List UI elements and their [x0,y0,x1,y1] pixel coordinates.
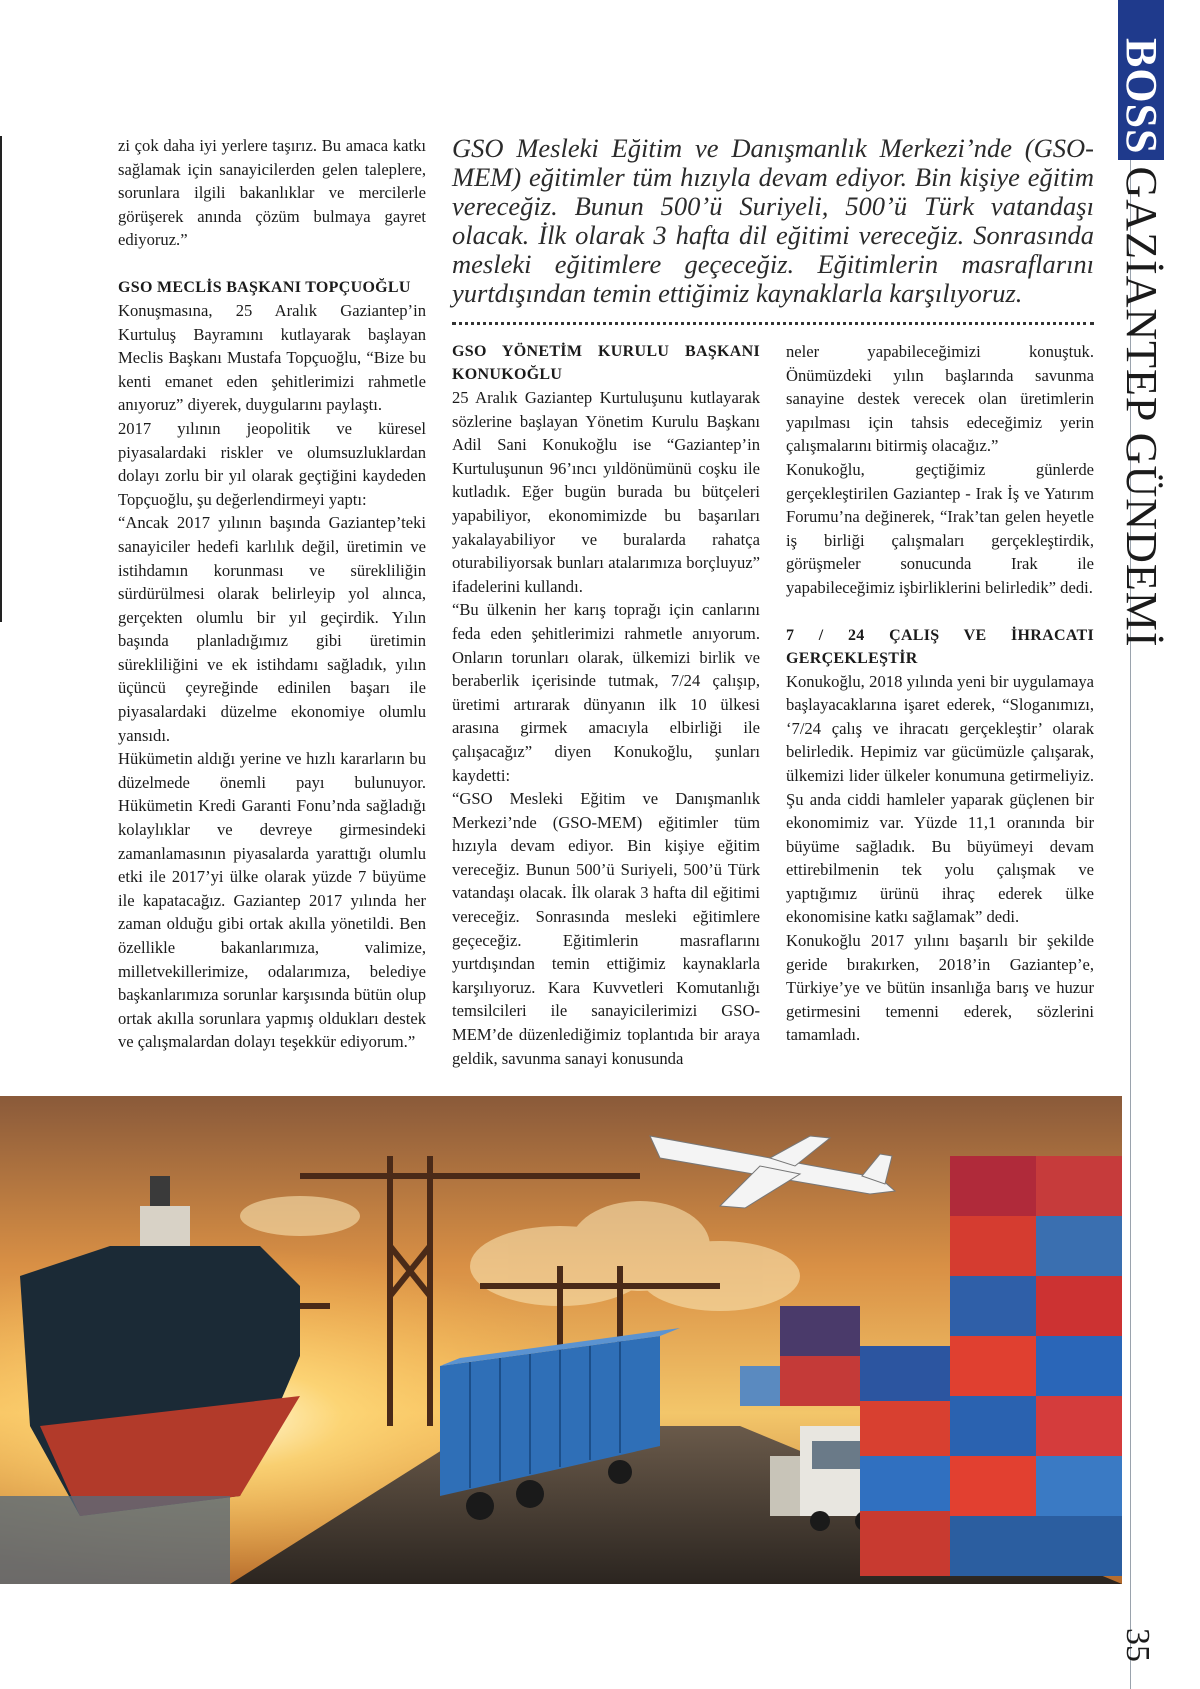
paragraph: “GSO Mesleki Eğitim ve Danışmanlık Merkezi’nde (GSO-MEM) eğitimler tüm hızıyla devam ediyor. Bin kişiye eğitim vereceğiz. Bunun 500’ü Suriyeli, 500’ü Türk vatandaşı olacak. İlk olarak 3 hafta dil eğitimi vereceğiz. Sonrasında mesleki eğitimlere geçeceğiz. Eğitimlerin masraflarını yurtdışından temin ettiğimiz kaynaklarla karşılıyoruz. Kara Kuvvetleri Komutanlığı temsilcileri ile sanayicilerimizi GSO-MEM’de düzenlediğimiz toplantıda bir araya geldik, savunma sanayi konusunda [452,789,760,1068]
article-column-3 [786,340,1094,1047]
left-margin-rule [0,136,2,622]
paragraph: 25 Aralık Gaziantep Kurtuluşunu kutlayarak sözlerine başlayan Yönetim Kurulu Başkanı Adil Sani Konukoğlu ise “Gaziantep’in Kurtuluşunun 96’ıncı yıldönümünü coşku ile kutladık. Eğer bugün burada bu bütçeleri yapabiliyor, ekonomimizde bu başarıları yakalayabiliyor ve buralarda rahatça oturabiliyorsak bunları atalarımıza borçluyuz” ifadelerini kullandı. [452,388,760,596]
paragraph: Hükümetin aldığı yerine ve hızlı kararların bu düzelmede önemli payı bulunuyor. Hükümetin Kredi Garanti Fonu’nda sağladığı kolaylıklar ve devreye girmesindeki zamanlamasının piyasalarda yarattığı olumlu etki ile 2017’yi ülke olarak yüzde 7 büyüme ile kapatacağız. Gaziantep 2017 yılında her zaman olduğu gibi ortak akılla yönetildi. Ben özellikle bakanlarımıza, valimize, milletvekillerimize, odalarımıza, belediye başkanlarımıza sorunlar karşısında bütün olup ortak akılla sorunlara yapmış oldukları destek ve çalışmalardan dolayı teşekkür ediyorum.” [118,749,426,1052]
paragraph: neler yapabileceğimizi konuştuk. Önümüzdeki yılın başlarında savunma sanayine destek verecek olan üretimlerin yapılması için tahsis edeceğimiz yerin çalışmalarını bitirmiş olacağız.” [786,342,1094,456]
paragraph: Konuşmasına, 25 Aralık Gaziantep’in Kurtuluş Bayramını kutlayarak başlayan Meclis Başkanı Mustafa Topçuoğlu, “Bize bu kenti emanet eden şehitlerimizi rahmetle anıyoruz” diyerek, duygularını paylaştı. [118,300,426,415]
article-column-2 [452,340,760,1070]
paragraph: 2017 yılının jeopolitik ve küresel piyasalardaki riskler ve olumsuzluklardan dolayı zorlu bir yıl olarak geçtiğini kaydeden Topçuoğlu, şu değerlendirmeyi yaptı: [118,418,426,509]
column-3-heading: 7 / 24 ÇALIŞ VE İHRACATI GERÇEKLEŞTİR [786,626,1094,667]
pull-quote: GSO Mesleki Eğitim ve Danışmanlık Merkezi’nde (GSO-MEM) eğitimler tüm hızıyla devam ediyor. Bin kişiye eğitim vereceğiz. Bunun 500’ü Suriyeli, 500’ü Türk vatandaşı olacak. İlk olarak 3 hafta dil eğitimi vereceğiz. Sonrasında mesleki eğitimlere geçeceğiz. Eğitimlerin masraflarını yurtdışından temin ettiğimiz kaynaklarla karşılıyoruz. [452,133,1094,308]
magazine-brand: BOSS [1117,38,1166,155]
logistics-hero-image [0,1096,1122,1584]
page-number: 35 [1119,1628,1156,1662]
column-1-intro: zi çok daha iyi yerlere taşırız. Bu amaca katkı sağlamak için sanayicilerden gelen taleplere, sorunlara ilgili bakanlıklar ve mercilerle görüşerek anında çözüm bulmaya gayret ediyoruz.” [118,136,426,250]
sidebar-title [1114,38,1168,648]
paragraph: Konukoğlu, geçtiğimiz günlerde gerçekleştirilen Gaziantep - Irak İş ve Yatırım Forumu’na değinerek, “Irak’tan gelen heyetle iş birliği çalışmaları gerçekleştirdik, görüşmeler sonucunda Irak ile yapabileceğimiz işbirliklerini belirledik” dedi. [786,459,1094,597]
column-1-heading: GSO MECLİS BAŞKANI TOPÇUOĞLU [118,278,411,296]
article-column-1 [118,134,426,1054]
paragraph: “Bu ülkenin her karış toprağı için canlarını feda eden şehitlerimizi rahmetle anıyorum. Onların torunları olarak, ülkemizi birlik ve beraberlik içerisinde tutmak, 7/24 çalışıp, üretimi artırarak dünyanın ilk 10 ülkesi arasına girmek amacıyla elbirliği ile çalışacağız” diyen Konukoğlu, şunları kaydetti: [452,600,760,785]
pull-quote-divider [452,322,1094,325]
section-title: GAZİANTEP GÜNDEMİ [1117,166,1166,648]
column-2-heading: GSO YÖNETİM KURULU BAŞKANI KONUKOĞLU [452,343,760,383]
paragraph: Konukoğlu 2017 yılını başarılı bir şekilde geride bırakırken, 2018’in Gaziantep’e, Türkiye’ye ve bütün insanlığa barış ve huzur getirmesini temenni ederek, sözlerini tamamladı. [786,931,1094,1045]
paragraph: “Ancak 2017 yılının başında Gaziantep’teki sanayiciler hedefi karlılık değil, üretimin ve istihdamın korunması ve sürekliliğin sürdürülmesi olarak belirleyip yol alınca, gerçekten olumlu bir yıl geçirdik. Yılın başında planladığımız gibi üretimin sürekliliğini ve ek istihdamı sağladık, yılın üçüncü çeyreğinde edinilen başarı ile piyasalardaki düzelme ekonomiye olumlu yansıdı. [118,513,426,745]
paragraph: Konukoğlu, 2018 yılında yeni bir uygulamaya başlayacaklarına işaret ederek, “Sloganımızı, ‘7/24 çalış ve ihracatı gerçekleştir’ olarak belirledik. Hepimiz var gücümüzle çalışarak, ülkemizi lider ülkeler konumuna getirmeliyiz. Şu anda ciddi hamleler yaparak güçlenen bir ekonomimiz var. Yüzde 11,1 oranında bir büyüme sağladık. Bu büyümeyi devam ettirebilmenin tek yolu çalışmak ve yaptığımız ürünü ihraç ederek ülke ekonomisine katkı sağlamak” dedi. [786,671,1094,927]
water [0,1496,230,1584]
